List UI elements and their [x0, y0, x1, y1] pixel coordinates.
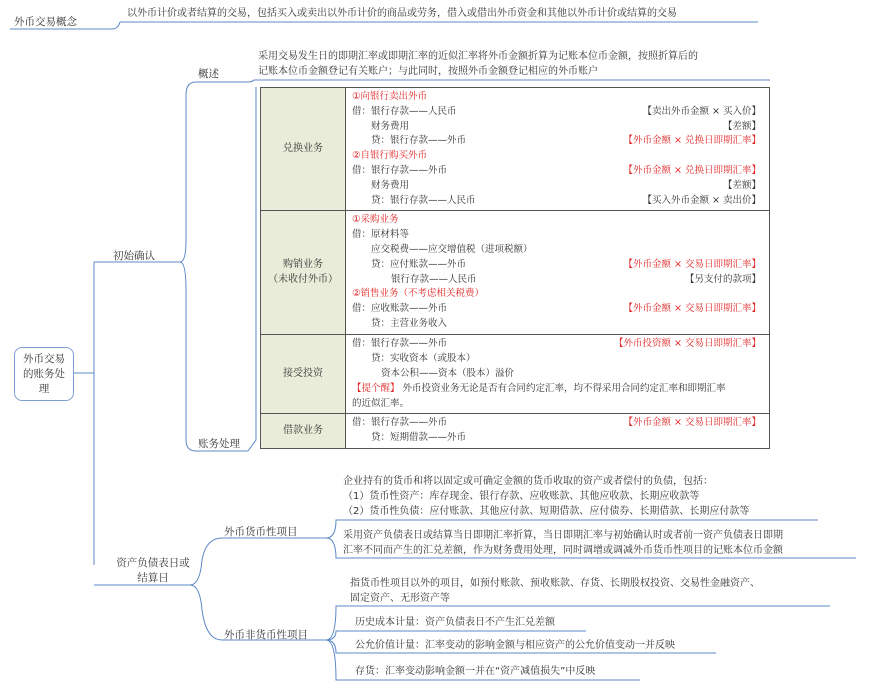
exchange-buy-amount: 【差额】 — [722, 179, 761, 191]
monetary-treatment-1: 采用资产负债表日或结算当日即期汇率折算，当日即期汇率与初始确认时或者前一资产负债表日即期 — [343, 530, 783, 541]
exchange-sell-line — [352, 105, 761, 120]
nonmonetary-def-1: 指货币性项目以外的项目，如预付账款、预收账款、存货、长期股权投资、交易性金融资产、 — [350, 578, 760, 589]
investment-account: 借：银行存款——外币 — [352, 338, 448, 350]
purchase-buy-line — [352, 228, 761, 243]
nonmonetary-def-2: 固定资产、无形资产等 — [350, 593, 450, 604]
investment-amount: 【外币投资额 × 交易日即期汇率】 — [614, 338, 761, 350]
exchange-sell-line — [352, 120, 761, 135]
overview-line-2: 记账本位币金额登记有关账户；与此同时，按照外币金额登记相应的外币账户 — [258, 66, 598, 77]
exchange-cell — [261, 88, 346, 211]
exchange-buy-amount: 【买入外币金额 × 卖出价】 — [642, 194, 761, 206]
purchase-buy-line — [352, 258, 761, 273]
exchange-sell-account: 借：银行存款——人民币 — [352, 105, 457, 117]
purchase-buy-account: 银行存款——人民币 — [391, 273, 477, 285]
treatment-node: 账务处理 — [198, 438, 240, 450]
root-node — [14, 347, 74, 401]
monetary-def-3: （2）货币性负债：应付账款、其他应付款、短期借款、应付债券、长期借款、长期应付款等 — [343, 506, 750, 517]
inventory-text: 存货：汇率变动影响金额一并在“资产减值损失”中反映 — [355, 666, 596, 677]
exchange-label: 兑换业务 — [283, 142, 323, 154]
purchase-sell-line — [352, 302, 761, 317]
borrow-label: 借款业务 — [283, 424, 323, 436]
balance-date-node: 资产负债表日或结算日 — [116, 557, 190, 584]
root-label: 外币交易的账务处理 — [23, 352, 65, 395]
investment-line — [352, 352, 761, 367]
exchange-buy-account: 借：银行存款——外币 — [352, 164, 448, 176]
purchase-buy-line — [352, 243, 761, 258]
exchange-sell-line — [352, 134, 761, 149]
purchase-sell-account: 借：应收账款——外币 — [352, 303, 448, 315]
borrow-account: 借：银行存款——外币 — [352, 417, 448, 429]
exchange-sell-title: ①向银行卖出外币 — [352, 91, 428, 102]
fair-value-text: 公允价值计量：汇率变动的影响金额与相应资产的公允价值变动一并反映 — [355, 640, 675, 651]
investment-cell — [261, 335, 346, 414]
purchase-buy-line — [352, 273, 761, 288]
purchase-sell-amount: 【外币金额 × 交易日即期汇率】 — [623, 303, 761, 315]
borrow-cell — [261, 414, 346, 449]
investment-account: 资本公积——资本（股本）溢价 — [381, 367, 515, 379]
investment-entries — [346, 335, 770, 414]
investment-label: 接受投资 — [283, 367, 323, 379]
monetary-items-node: 外币货币性项目 — [224, 526, 298, 538]
purchase-buy-account: 贷：应付账款——外币 — [371, 258, 467, 270]
initial-recognition-node: 初始确认 — [113, 250, 155, 262]
entries-table — [260, 87, 770, 449]
borrow-line — [352, 431, 761, 446]
exchange-entries — [346, 88, 770, 211]
purchase-buy-account: 借：原材料等 — [352, 229, 410, 241]
purchase-sell-account: 贷：主营业务收入 — [371, 317, 448, 329]
purchase-entries — [346, 211, 770, 335]
purchase-buy-amount: 【另支付的款项】 — [684, 273, 761, 285]
purchase-sell-line — [352, 317, 761, 332]
exchange-buy-account: 财务费用 — [371, 179, 410, 191]
historical-cost-text: 历史成本计量：资产负债表日不产生汇兑差额 — [355, 617, 555, 628]
exchange-buy-amount: 【外币金额 × 兑换日即期汇率】 — [623, 164, 761, 176]
nonmonetary-items-node: 外币非货币性项目 — [224, 629, 308, 641]
investment-account: 贷：实收资本（或股本） — [371, 353, 476, 365]
exchange-buy-account: 贷：银行存款——人民币 — [371, 194, 476, 206]
purchase-buy-account: 应交税费——应交增值税（进项税额） — [371, 243, 533, 255]
exchange-buy-line — [352, 164, 761, 179]
exchange-buy-line — [352, 179, 761, 194]
tip-label: 【提个醒】 — [352, 382, 400, 394]
exchange-sell-account: 财务费用 — [371, 120, 410, 132]
concept-label: 外币交易概念 — [14, 16, 77, 28]
purchase-buy-title: ①采购业务 — [352, 214, 399, 226]
investment-line — [352, 367, 761, 382]
borrow-entries — [346, 414, 770, 449]
exchange-buy-line — [352, 194, 761, 209]
borrow-account: 贷：短期借款——外币 — [371, 432, 467, 444]
borrow-line — [352, 416, 761, 431]
tip-text: 外币投资业务无论是否有合同约定汇率，均不得采用合同约定汇率和即期汇率 — [399, 382, 726, 394]
concept-text: 以外币计价或者结算的交易，包括买入或卖出以外币计价的商品或劳务，借入或借出外币资金和其他以外币计价或结算的交易 — [127, 8, 677, 19]
monetary-def-1: 企业持有的货币和将以固定或可确定金额的货币收取的资产或者偿付的负债，包括： — [343, 476, 713, 487]
exchange-buy-title: ②自银行购买外币 — [352, 150, 428, 162]
exchange-sell-amount: 【卖出外币金额 × 买入价】 — [642, 105, 761, 117]
purchase-sublabel: （未收付外币） — [268, 273, 338, 285]
investment-line — [352, 337, 761, 352]
overview-node: 概述 — [198, 68, 219, 80]
exchange-sell-amount: 【外币金额 × 兑换日即期汇率】 — [623, 135, 761, 147]
exchange-sell-account: 贷：银行存款——外币 — [371, 135, 467, 147]
tip-text-2: 的近似汇率。 — [352, 397, 410, 409]
overview-line-1: 采用交易发生日的即期汇率或即期汇率的近似汇率将外币金额折算为记账本位币金额，按照折算后的 — [258, 51, 698, 62]
exchange-sell-amount: 【差额】 — [722, 120, 761, 132]
purchase-buy-amount: 【外币金额 × 交易日即期汇率】 — [623, 258, 761, 270]
purchase-cell — [261, 211, 346, 335]
purchase-sell-title: ②销售业务（不考虑相关税费） — [352, 288, 485, 300]
borrow-amount: 【外币金额 × 交易日即期汇率】 — [623, 417, 761, 429]
purchase-label: 购销业务 — [283, 259, 323, 271]
monetary-treatment-2: 汇率不同而产生的汇兑差额，作为财务费用处理，同时调增或调减外币货币性项目的记账本位币金额 — [343, 545, 783, 556]
monetary-def-2: （1）货币性资产：库存现金、银行存款、应收账款、其他应收款、长期应收款等 — [343, 491, 700, 502]
